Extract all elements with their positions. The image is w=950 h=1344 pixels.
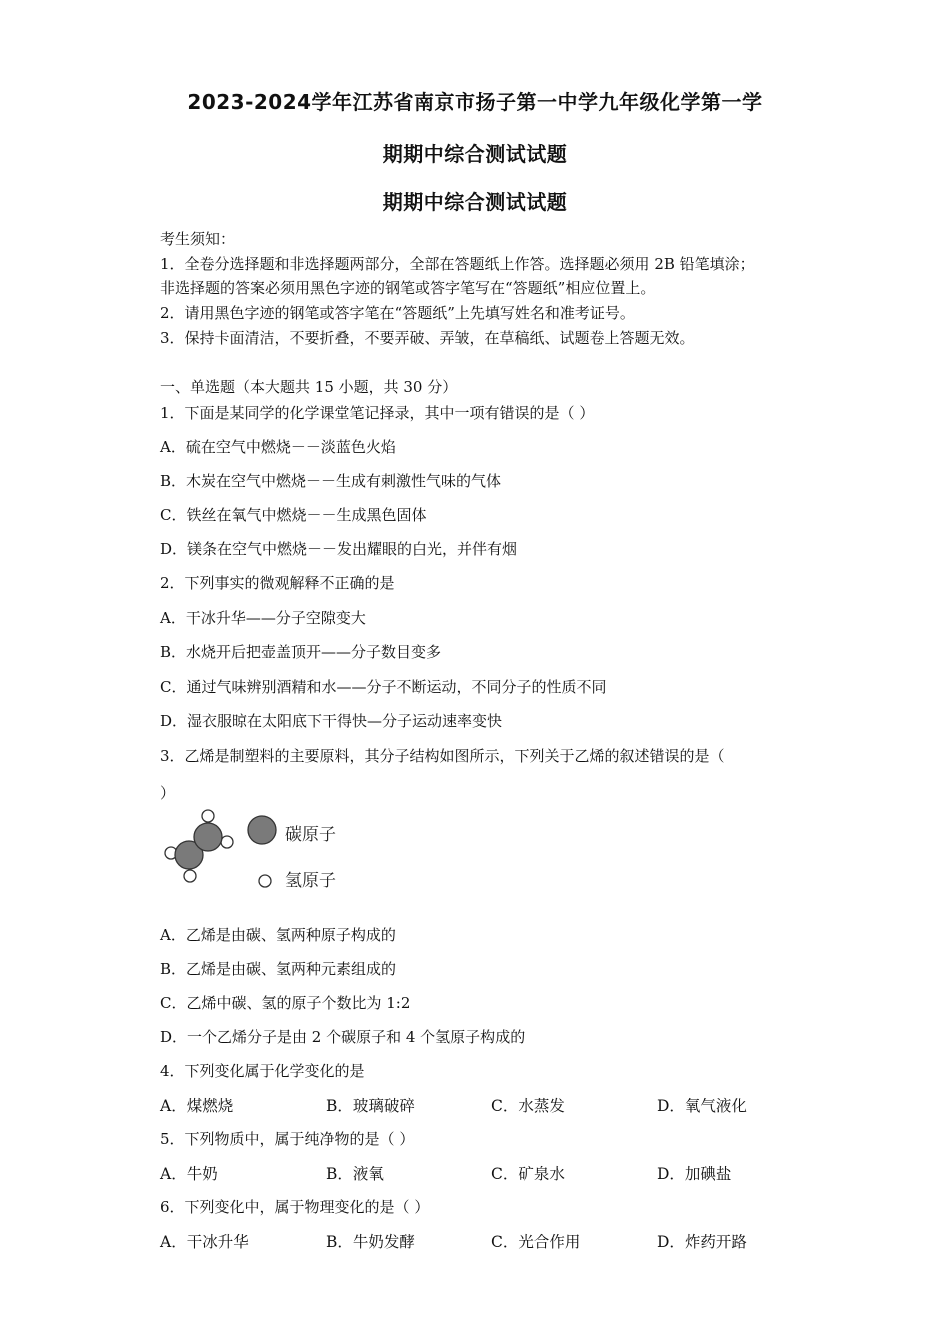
q4-option-d: D．氧气液化 (657, 1097, 747, 1115)
exam-title-line-1: 2023-2024学年江苏省南京市扬子第一中学九年级化学第一学 (187, 90, 763, 114)
q5-option-c: C．矿泉水 (491, 1165, 565, 1183)
q4-option-b: B．玻璃破碎 (326, 1097, 415, 1115)
exam-title-line-3: 期期中综合测试试题 (382, 190, 568, 214)
q2-option-c: C．通过气味辨别酒精和水——分子不断运动，不同分子的性质不同 (160, 678, 607, 696)
q6-option-a: A．干冰升华 (160, 1233, 249, 1251)
q2-option-d: D．湿衣服晾在太阳底下干得快—分子运动速率变快 (160, 712, 503, 730)
legend-carbon-label: 碳原子 (285, 825, 336, 845)
q1-option-c: C．铁丝在氧气中燃烧－－生成黑色固体 (160, 506, 427, 524)
q4-option-a: A．煤燃烧 (160, 1097, 234, 1115)
notice-item-2: 2．请用黑色字迹的钢笔或答字笔在“答题纸”上先填写姓名和准考证号。 (160, 304, 635, 322)
legend-hydrogen-label: 氢原子 (285, 871, 336, 891)
q1-option-a: A．硫在空气中燃烧－－淡蓝色火焰 (160, 438, 396, 456)
q5-option-a: A．牛奶 (160, 1165, 218, 1183)
q3-option-a: A．乙烯是由碳、氢两种原子构成的 (160, 926, 396, 944)
q1-option-d: D．镁条在空气中燃烧－－发出耀眼的白光，并伴有烟 (160, 540, 518, 558)
hydrogen-legend-icon (257, 873, 273, 889)
notice-item-3: 3．保持卡面清洁，不要折叠，不要弄破、弄皱，在草稿纸、试题卷上答题无效。 (160, 329, 695, 347)
notice-item-1: 1．全卷分选择题和非选择题两部分，全部在答题纸上作答。选择题必须用 2B 铅笔填涂； (160, 255, 755, 273)
notice-item-1-cont: 非选择题的答案必须用黑色字迹的钢笔或答字笔写在“答题纸”相应位置上。 (160, 279, 656, 297)
q4-stem: 4．下列变化属于化学变化的是 (160, 1062, 365, 1080)
q2-stem: 2．下列事实的微观解释不正确的是 (160, 574, 395, 592)
q3-option-d: D．一个乙烯分子是由 2 个碳原子和 4 个氢原子构成的 (160, 1028, 526, 1046)
q5-stem: 5．下列物质中，属于纯净物的是（ ） (160, 1130, 415, 1148)
q2-option-a: A．干冰升华——分子空隙变大 (160, 609, 366, 627)
hydrogen-atom-icon (202, 810, 214, 822)
q1-option-b: B．木炭在空气中燃烧－－生成有刺激性气味的气体 (160, 472, 502, 490)
q3-option-b: B．乙烯是由碳、氢两种元素组成的 (160, 960, 397, 978)
q6-option-b: B．牛奶发酵 (326, 1233, 415, 1251)
exam-title-line-2: 期期中综合测试试题 (382, 142, 568, 166)
carbon-legend-icon (246, 814, 278, 846)
notice-heading: 考生须知： (160, 230, 236, 248)
q4-option-c: C．水蒸发 (491, 1097, 565, 1115)
q3-option-c: C．乙烯中碳、氢的原子个数比为 1:2 (160, 994, 411, 1012)
hydrogen-atom-icon (221, 836, 233, 848)
carbon-atom-icon (194, 823, 222, 851)
q3-stem: 3．乙烯是制塑料的主要原料，其分子结构如图所示，下列关于乙烯的叙述错误的是（ (160, 747, 725, 765)
q2-option-b: B．水烧开后把壶盖顶开——分子数目变多 (160, 643, 442, 661)
section-heading: 一、单选题（本大题共 15 小题，共 30 分） (160, 378, 458, 396)
hydrogen-atom-icon (184, 870, 196, 882)
q6-option-d: D．炸药开路 (657, 1233, 747, 1251)
q6-stem: 6．下列变化中，属于物理变化的是（ ） (160, 1198, 430, 1216)
q5-option-d: D．加碘盐 (657, 1165, 732, 1183)
q5-option-b: B．液氧 (326, 1165, 384, 1183)
q3-stem-end: ） (160, 784, 176, 802)
q1-stem: 1．下面是某同学的化学课堂笔记择录，其中一项有错误的是（ ） (160, 404, 595, 422)
q6-option-c: C．光合作用 (491, 1233, 581, 1251)
